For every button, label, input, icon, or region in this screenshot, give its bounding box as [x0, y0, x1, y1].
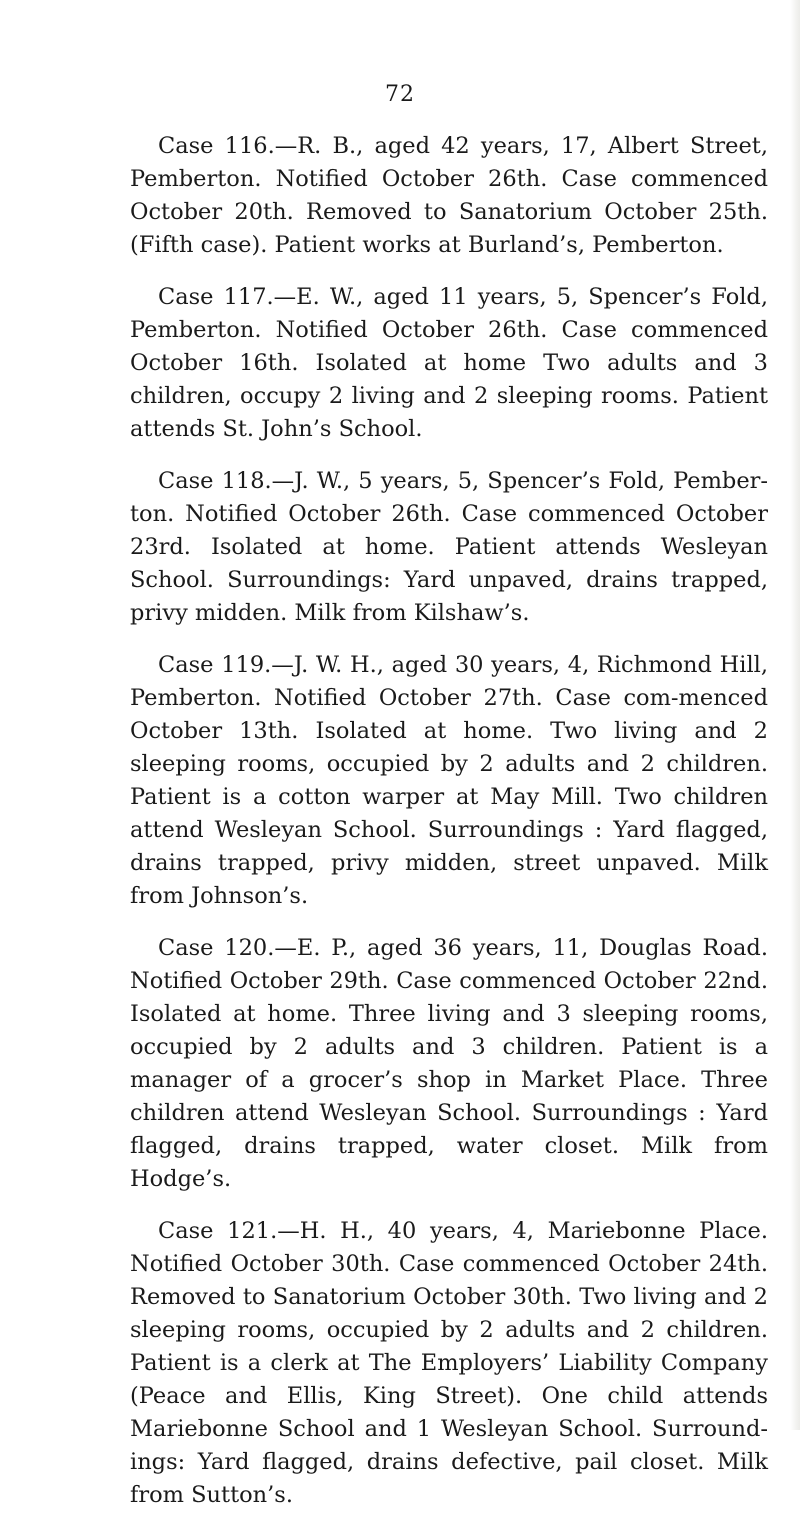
case-121-paragraph: Case 121.—H. H., 40 years, 4, Mariebonne Place. Notified October 30th. Case commenced October 24th. Removed to Sanatorium October 30th. Two living and 2 sleeping rooms, occupied by 2 adults and 2 children. Patient is a clerk at The Employers’ Liability Company (Peace and Ellis, King Street). One child attends Mariebonne School and 1 Wesleyan School. Surround-ings: Yard flagged, drains defective, pail closet. Milk from Sutton’s.	[130, 1218, 768, 1508]
case-119-paragraph: Case 119.—J. W. H., aged 30 years, 4, Richmond Hill, Pemberton. Notified October 27th. Case com-menced October 13th. Isolated at home. Two living and 2 sleeping rooms, occupied by 2 adults and 2 children. Patient is a cotton warper at May Mill. Two children attend Wesleyan School. Surroundings : Yard flagged, drains trapped, privy midden, street unpaved. Milk from Johnson’s.	[130, 652, 768, 909]
page-number: 72	[385, 82, 415, 107]
case-116-paragraph: Case 116.—R. B., aged 42 years, 17, Albert Street, Pemberton. Notified October 26th. Case commenced October 20th. Removed to Sanatorium October 25th. (Fifth case). Patient works at Burland’s, Pemberton.	[130, 133, 768, 258]
case-118-paragraph: Case 118.—J. W., 5 years, 5, Spencer’s Fold, Pember-ton. Notified October 26th. Case commenced October 23rd. Isolated at home. Patient attends Wesleyan School. Surroundings: Yard unpaved, drains trapped, privy midden. Milk from Kilshaw’s.	[130, 468, 768, 626]
case-list	[130, 130, 768, 1531]
page-edge-shadow	[790, 0, 800, 1430]
case-120-paragraph: Case 120.—E. P., aged 36 years, 11, Douglas Road. Notified October 29th. Case commenced October 22nd. Isolated at home. Three living and 3 sleeping rooms, occupied by 2 adults and 3 children. Patient is a manager of a grocer’s shop in Market Place. Three children attend Wesleyan School. Surroundings : Yard flagged, drains trapped, water closet. Milk from Hodge’s.	[130, 935, 768, 1192]
case-117-paragraph: Case 117.—E. W., aged 11 years, 5, Spencer’s Fold, Pemberton. Notified October 26th. Case commenced October 16th. Isolated at home Two adults and 3 children, occupy 2 living and 2 sleeping rooms. Patient attends St. John’s School.	[130, 284, 768, 442]
